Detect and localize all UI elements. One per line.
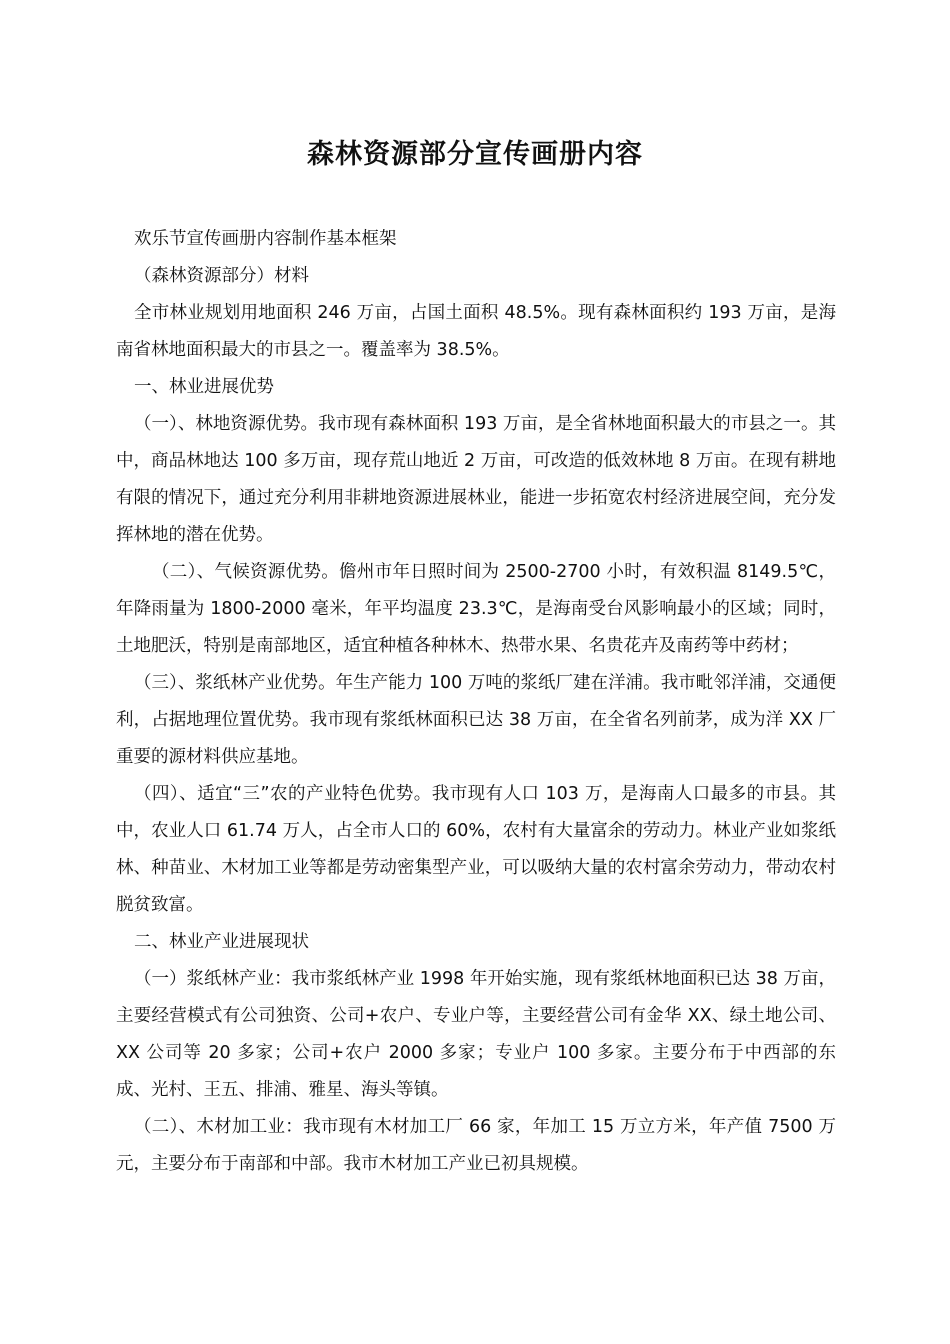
paragraph-overview: 全市林业规划用地面积 246 万亩，占国土面积 48.5%。现有森林面积约 193 万亩，是海南省林地面积最大的市县之一。覆盖率为 38.5%。 [116, 303, 836, 360]
section-heading-advantages: 一、林业进展优势 [134, 377, 274, 397]
paragraph-agriculture-advantage: （四）、适宜“三”农的产业特色优势。我市现有人口 103 万，是海南人口最多的市县。其中，农业人口 61.74 万人，占全市人口的 60%，农村有大量富余的劳动力。林业产业如浆纸林、种苗业、木材加工业等都是劳动密集型产业，可以吸纳大量的农村富余劳动力，带动农村脱贫致富。 [116, 784, 836, 915]
paragraph-pulp-forest-advantage: （三）、浆纸林产业优势。年生产能力 100 万吨的浆纸厂建在洋浦。我市毗邻洋浦，交通便利，占据地理位置优势。我市现有浆纸林面积已达 38 万亩，在全省名列前茅，成为洋 XX 厂重要的源材料供应基地。 [116, 673, 836, 767]
document-title: 森林资源部分宣传画册内容 [307, 139, 643, 170]
paragraph-materials: （森林资源部分）材料 [134, 266, 309, 286]
paragraph-wood-processing: （二）、木材加工业：我市现有木材加工厂 66 家，年加工 15 万立方米，年产值 7500 万元，主要分布于南部和中部。我市木材加工产业已初具规模。 [116, 1117, 836, 1174]
document-body [116, 221, 836, 1183]
section-heading-status: 二、林业产业进展现状 [134, 932, 309, 952]
paragraph-forest-land-advantage: （一）、林地资源优势。我市现有森林面积 193 万亩，是全省林地面积最大的市县之一。其中，商品林地达 100 多万亩，现存荒山地近 2 万亩，可改造的低效林地 8 万亩。在现有耕地有限的情况下，通过充分利用非耕地资源进展林业，能进一步拓宽农村经济进展空间，充分发挥林地的潜在优势。 [116, 414, 836, 545]
paragraph-climate-advantage: （二）、气候资源优势。儋州市年日照时间为 2500-2700 小时，有效积温 8149.5℃，年降雨量为 1800-2000 毫米，年平均温度 23.3℃，是海南受台风影响最小的区域；同时，土地肥沃，特别是南部地区，适宜种植各种林木、热带水果、名贵花卉及南药等中药材； [116, 562, 836, 656]
paragraph-pulp-industry: （一）浆纸林产业：我市浆纸林产业 1998 年开始实施，现有浆纸林地面积已达 38 万亩，主要经营模式有公司独资、公司+农户、专业户等，主要经营公司有金华 XX、绿土地公司、XX 公司等 20 多家；公司+农户 2000 多家；专业户 100 多家。主要分布于中西部的东成、光村、王五、排浦、雅星、海头等镇。 [116, 969, 836, 1100]
paragraph-framework: 欢乐节宣传画册内容制作基本框架 [134, 229, 397, 249]
